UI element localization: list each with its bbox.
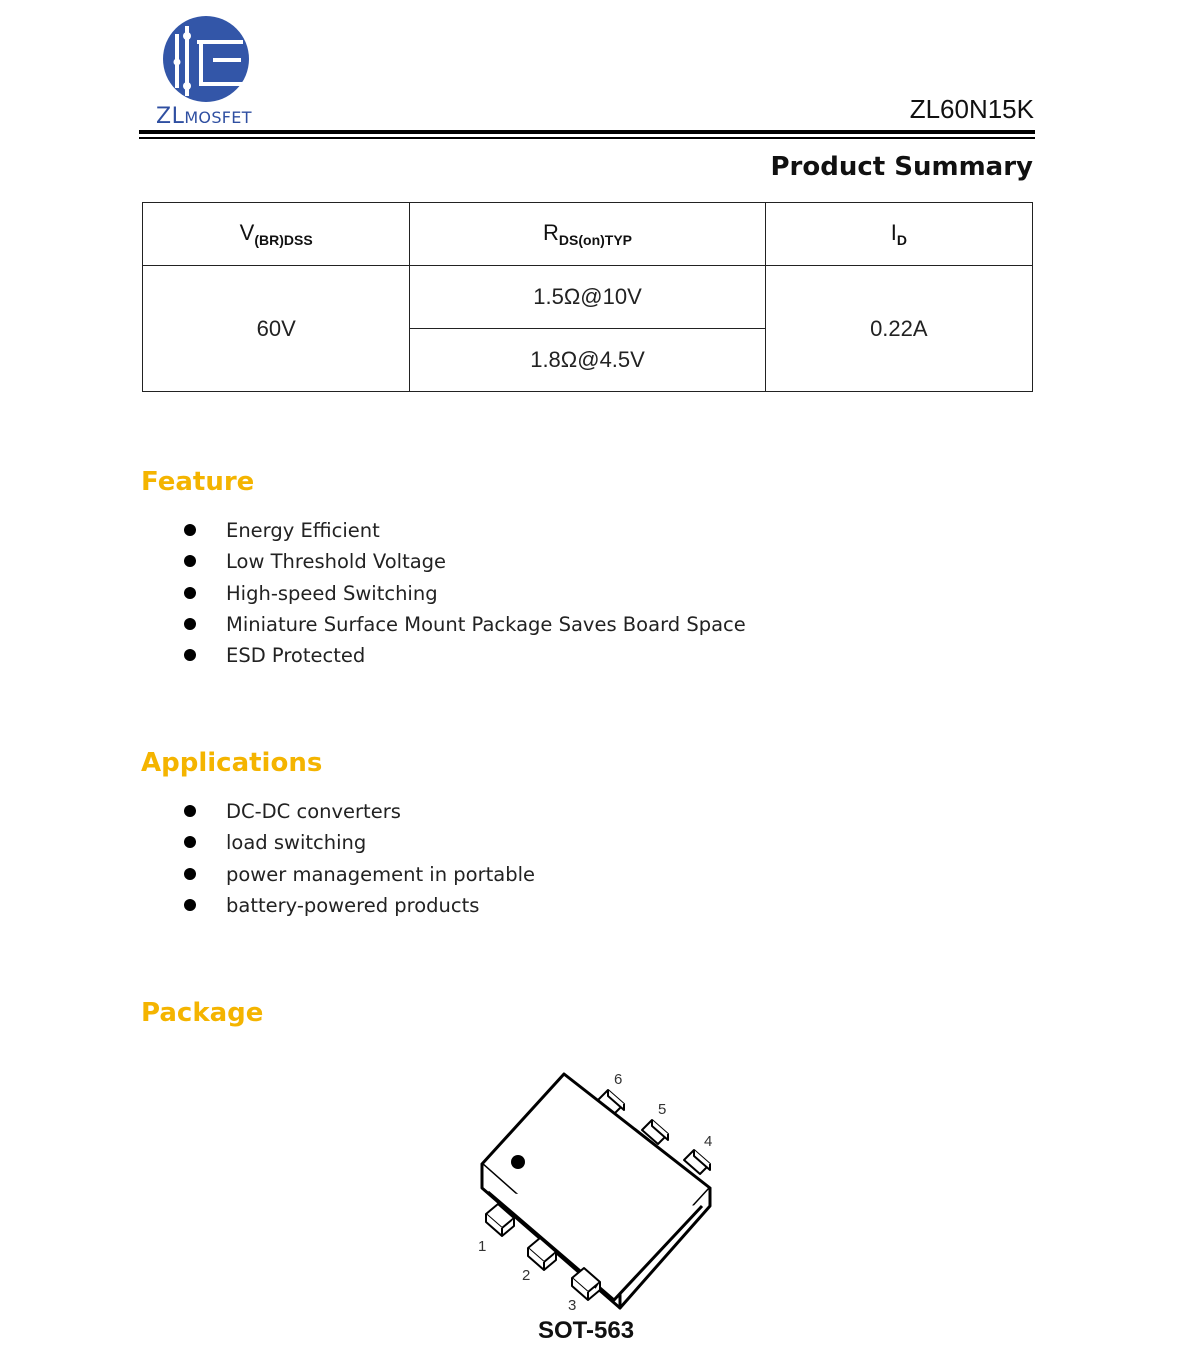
header-rule-thick <box>139 130 1035 134</box>
bullet-icon <box>184 868 196 880</box>
header-rdson <box>410 203 765 266</box>
bullet-icon <box>184 805 196 817</box>
list-item <box>184 827 535 858</box>
header-id <box>765 203 1032 266</box>
cell-vbrdss: 60V <box>143 266 410 392</box>
bullet-icon <box>184 524 196 536</box>
feature-item-text: Miniature Surface Mount Package Saves Board Space <box>226 612 746 636</box>
package-heading: Package <box>141 998 264 1028</box>
header-id-main: I <box>890 220 897 245</box>
list-item <box>184 640 746 671</box>
feature-item-text: Low Threshold Voltage <box>226 550 447 574</box>
pin-label-5: 5 <box>658 1101 667 1118</box>
pin-label-1: 1 <box>478 1238 487 1255</box>
cell-id: 0.22A <box>765 266 1032 392</box>
cell-rds-4v5: 1.8Ω@4.5V <box>410 329 765 392</box>
feature-list <box>184 515 746 671</box>
header-vbrdss-sub: (BR)DSS <box>254 232 313 248</box>
bullet-icon <box>184 555 196 567</box>
list-item <box>184 796 535 827</box>
feature-heading: Feature <box>141 467 255 497</box>
applications-heading: Applications <box>141 748 323 778</box>
bullet-icon <box>184 618 196 630</box>
application-item-text: load switching <box>226 831 367 855</box>
application-item-text: power management in portable <box>226 862 535 886</box>
application-item-text: battery-powered products <box>226 893 480 917</box>
product-summary-title: Product Summary <box>770 152 1033 182</box>
table-row <box>143 266 1033 329</box>
pin-label-2: 2 <box>522 1267 531 1284</box>
feature-item-text: Energy Efficient <box>226 519 380 542</box>
header-rule-thin <box>139 137 1035 139</box>
pin-label-3: 3 <box>568 1297 577 1314</box>
feature-item-text: ESD Protected <box>226 644 366 668</box>
pin-label-6: 6 <box>614 1071 623 1088</box>
package-name: SOT-563 <box>538 1317 635 1344</box>
cell-rds-10v: 1.5Ω@10V <box>410 266 765 329</box>
header-id-sub: D <box>896 232 907 248</box>
list-item <box>184 609 746 640</box>
logo-text-mosfet: MOSFET <box>184 108 252 127</box>
pin-label-4: 4 <box>704 1133 713 1150</box>
header-rdson-main: R <box>543 220 559 245</box>
logo-text-zl: ZL <box>156 104 185 129</box>
table-header-row <box>143 203 1033 266</box>
applications-list <box>184 796 535 921</box>
header-rdson-sub: DS(on)TYP <box>558 232 633 248</box>
list-item <box>184 515 746 546</box>
header-vbrdss <box>143 203 410 266</box>
bullet-icon <box>184 649 196 661</box>
bullet-icon <box>184 587 196 599</box>
bullet-icon <box>184 899 196 911</box>
logo-emblem-icon <box>155 16 265 108</box>
list-item <box>184 890 535 921</box>
product-summary-table <box>142 202 1033 392</box>
application-item-text: DC-DC converters <box>226 800 401 823</box>
logo-wordmark <box>156 104 252 129</box>
list-item <box>184 578 746 609</box>
sot563-package-icon <box>470 1064 720 1314</box>
header-vbrdss-main: V <box>239 220 255 245</box>
list-item <box>184 546 746 577</box>
package-illustration <box>470 1064 720 1314</box>
part-number: ZL60N15K <box>909 94 1034 124</box>
bullet-icon <box>184 836 196 848</box>
list-item <box>184 859 535 890</box>
feature-item-text: High-speed Switching <box>226 581 438 605</box>
